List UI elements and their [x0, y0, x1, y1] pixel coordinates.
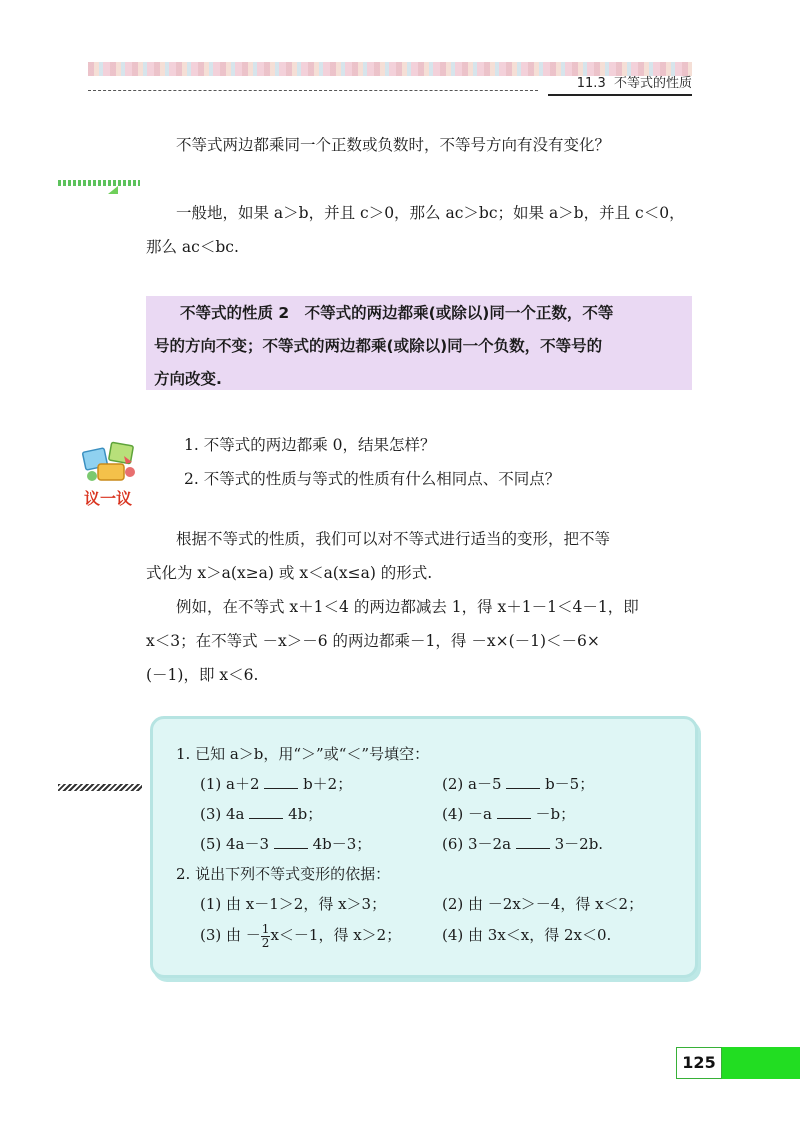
body-p2-line2: x＜3；在不等式 －x＞－6 的两边都乘－1，得 －x×(－1)＜－6× — [146, 632, 600, 650]
answer-blank[interactable] — [264, 772, 298, 789]
margin-marker-triangle — [108, 186, 118, 194]
body-p2-line3: (－1)，即 x＜6. — [146, 666, 259, 684]
discuss-item-2: 2. 不等式的性质与等式的性质有什么相同点、不同点？ — [184, 470, 561, 488]
item-right: 4b－3； — [312, 835, 372, 853]
property-2-text — [154, 297, 688, 396]
exercise-q1: 1. 已知 a＞b，用“＞”或“＜”号填空： — [176, 745, 430, 763]
answer-blank[interactable] — [274, 832, 308, 849]
item-right: b＋2； — [303, 775, 353, 793]
page-number-bar — [722, 1047, 800, 1079]
page-number: 125 — [676, 1047, 722, 1079]
exercise-marker — [58, 784, 142, 791]
property-line1: 不等式的性质 2 不等式的两边都乘(或除以)同一个正数，不等 — [180, 304, 614, 322]
exercise-item-4 — [442, 800, 575, 830]
item-left: (2) a－5 — [442, 775, 502, 793]
property-line3: 方向改变. — [154, 370, 222, 388]
exercise-item-1 — [200, 770, 352, 800]
body-p1-line2: 式化为 x＞a(x≥a) 或 x＜a(x≤a) 的形式. — [146, 564, 433, 582]
discuss-item-1: 1. 不等式的两边都乘 0，结果怎样？ — [184, 436, 436, 454]
exercise-item-6 — [442, 830, 603, 860]
fraction-numerator: 1 — [261, 921, 270, 936]
body-p2-line1: 例如，在不等式 x＋1＜4 的两边都减去 1，得 x＋1－1＜4－1，即 — [176, 598, 639, 616]
item-left: (3) 4a — [200, 805, 245, 823]
item-left: (1) a＋2 — [200, 775, 260, 793]
item-left: (4) －a — [442, 805, 492, 823]
item-right: b－5； — [545, 775, 595, 793]
exercise-q2-item-4: (4) 由 3x＜x，得 2x＜0. — [442, 926, 612, 944]
general-statement-line1: 一般地，如果 a＞b，并且 c＞0，那么 ac＞bc；如果 a＞b，并且 c＜0， — [176, 204, 685, 222]
discuss-icon — [80, 436, 144, 510]
exercise-item-5 — [200, 830, 371, 860]
section-title: 不等式的性质 — [613, 76, 692, 91]
item-right: －b； — [535, 805, 576, 823]
body-p1-line1: 根据不等式的性质，我们可以对不等式进行适当的变形，把不等 — [176, 530, 611, 548]
item-right: 3－2b. — [554, 835, 604, 853]
fraction — [261, 923, 271, 950]
running-header — [548, 72, 692, 96]
answer-blank[interactable] — [497, 802, 531, 819]
item-left: (5) 4a－3 — [200, 835, 270, 853]
q2-3-prefix: (3) 由 － — [200, 926, 261, 944]
exercise-q2: 2. 说出下列不等式变形的依据： — [176, 865, 391, 883]
answer-blank[interactable] — [506, 772, 540, 789]
fraction-denominator: 2 — [261, 935, 270, 950]
item-right: 4b； — [288, 805, 323, 823]
answer-blank[interactable] — [516, 832, 550, 849]
exercise-item-2 — [442, 770, 594, 800]
guiding-question: 不等式两边都乘同一个正数或负数时，不等号方向有没有变化？ — [176, 136, 611, 154]
general-statement-line2: 那么 ac＜bc. — [146, 238, 239, 256]
exercise-q2-item-1: (1) 由 x－1＞2，得 x＞3； — [200, 895, 387, 913]
item-left: (6) 3－2a — [442, 835, 512, 853]
discuss-label: 议一议 — [84, 489, 133, 508]
header-divider — [88, 90, 538, 91]
exercise-q2-item-2: (2) 由 －2x＞－4，得 x＜2； — [442, 895, 644, 913]
margin-marker — [58, 180, 140, 186]
property-line2: 号的方向不变；不等式的两边都乘(或除以)同一个负数，不等号的 — [154, 337, 603, 355]
exercise-item-3 — [200, 800, 322, 830]
answer-blank[interactable] — [249, 802, 283, 819]
exercise-q2-item-3 — [200, 918, 401, 952]
q2-3-suffix: x＜－1，得 x＞2； — [270, 926, 402, 944]
section-number: 11.3 — [576, 76, 606, 91]
